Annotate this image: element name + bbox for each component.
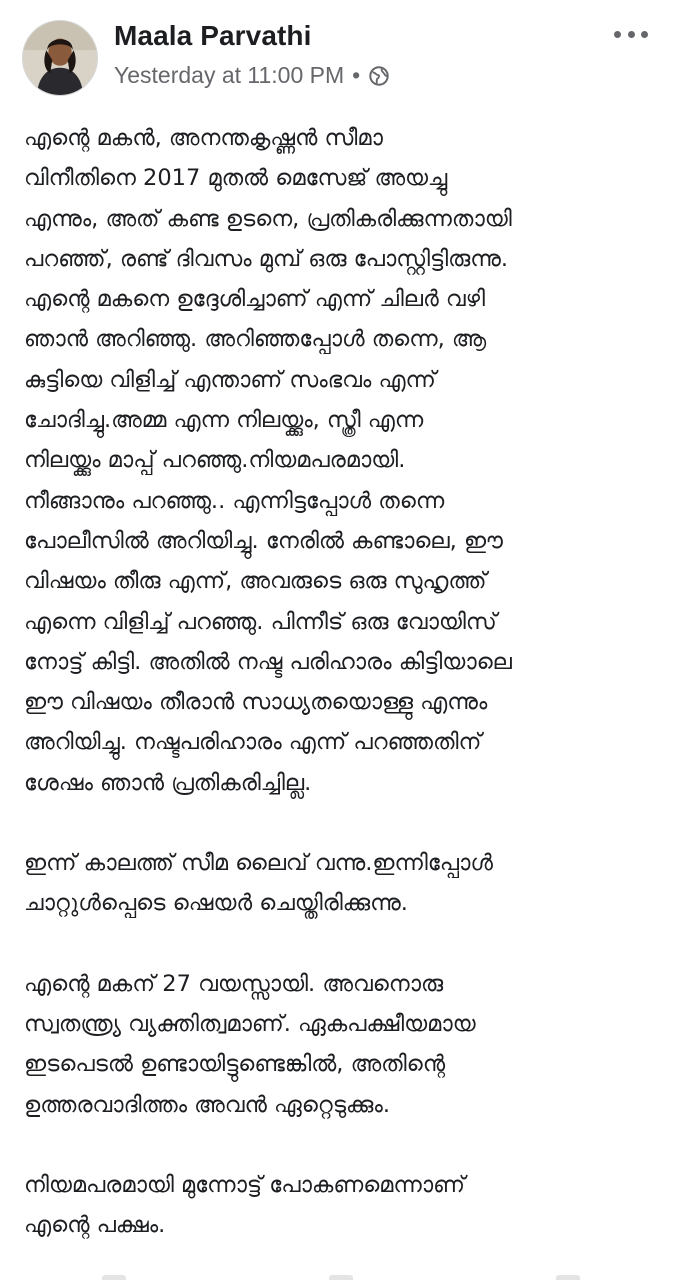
text-line: എന്റെ മകനെ ഉദ്ദേശിച്ചാണ് എന്ന് ചിലർ വഴി bbox=[24, 286, 485, 313]
paragraph-4 bbox=[24, 1165, 654, 1246]
more-options-icon[interactable] bbox=[614, 22, 648, 46]
author-name[interactable]: Maala Parvathi bbox=[114, 20, 312, 51]
text-line: നീങ്ങാനും പറഞ്ഞു.. എന്നിട്ടപ്പോൾ തന്നെ bbox=[24, 487, 445, 514]
more-dot bbox=[614, 31, 621, 38]
text-line: വിഷയം തീരു എന്ന്, അവരുടെ ഒരു സുഹൃത്ത് bbox=[24, 568, 487, 595]
text-line: എന്റെ മകൻ, അനന്തകൃഷ്ണൻ സീമാ bbox=[24, 125, 383, 151]
text-line: എന്റെ മകന് 27 വയസ്സായി. അവനൊരു bbox=[24, 970, 444, 997]
post-text bbox=[24, 118, 654, 1245]
text-line: എന്റെ പക്ഷം. bbox=[24, 1212, 166, 1239]
paragraph-3 bbox=[24, 964, 654, 1125]
more-dot bbox=[641, 31, 648, 38]
text-line: വിനീതിനെ 2017 മുതൽ മെസേജ് അയച്ചു bbox=[24, 165, 448, 192]
paragraph-2 bbox=[24, 843, 654, 924]
more-dot bbox=[628, 31, 635, 38]
nav-back-icon[interactable] bbox=[556, 1275, 580, 1280]
post-timestamp[interactable]: Yesterday at 11:00 PM bbox=[114, 62, 345, 88]
post-meta bbox=[114, 62, 390, 89]
nav-recent-icon[interactable] bbox=[102, 1275, 126, 1280]
text-line: എന്നും, അത് കണ്ട ഉടനെ, പ്രതികരിക്കുന്നതായി bbox=[24, 205, 512, 232]
text-line: എന്നെ വിളിച്ച് പറഞ്ഞു. പിന്നീട് ഒരു വോയിസ് bbox=[24, 608, 497, 635]
post-header bbox=[0, 0, 682, 110]
text-line: പറഞ്ഞ്, രണ്ട് ദിവസം മുമ്പ് ഒരു പോസ്റ്റിട്ടിരുന്നു. bbox=[24, 245, 509, 272]
globe-icon[interactable] bbox=[368, 65, 390, 87]
profile-photo-icon bbox=[23, 21, 97, 95]
text-line: സ്വതന്ത്ര്യ വ്യക്തിത്വമാണ്. ഏകപക്ഷീയമായ bbox=[24, 1010, 476, 1037]
text-line: ചാറ്റുൾപ്പെടെ ഷെയർ ചെയ്തിരിക്കുന്നു. bbox=[24, 890, 408, 917]
text-line: ഇന്ന് കാലത്ത് സീമ ലൈവ് വന്നു.ഇന്നിപ്പോൾ bbox=[24, 850, 493, 877]
text-line: ശേഷം ഞാൻ പ്രതികരിച്ചില്ല. bbox=[24, 769, 312, 796]
text-line: നിലയ്ക്കും മാപ്പ് പറഞ്ഞു.നിയമപരമായി. bbox=[24, 447, 406, 474]
text-line: ഇടപെടൽ ഉണ്ടായിട്ടുണ്ടെങ്കിൽ, അതിന്റെ bbox=[24, 1051, 446, 1078]
avatar[interactable] bbox=[22, 20, 98, 96]
text-line: അറിയിച്ചു. നഷ്ടപരിഹാരം എന്ന് പറഞ്ഞതിന് bbox=[24, 729, 482, 756]
text-line: ചോദിച്ചു.അമ്മ എന്ന നിലയ്ക്കും, സ്ത്രീ എന്ന bbox=[24, 407, 424, 434]
text-line: ഉത്തരവാദിത്തം അവൻ ഏറ്റെടുക്കും. bbox=[24, 1091, 390, 1118]
text-line: ഞാൻ അറിഞ്ഞു. അറിഞ്ഞപ്പോൾ തന്നെ, ആ bbox=[24, 326, 487, 353]
text-line: കുട്ടിയെ വിളിച്ച് എന്താണ് സംഭവം എന്ന് bbox=[24, 366, 436, 393]
system-nav-bar bbox=[0, 1266, 682, 1280]
paragraph-1 bbox=[24, 118, 654, 803]
text-line: പോലീസിൽ അറിയിച്ചു. നേരിൽ കണ്ടാലെ, ഈ bbox=[24, 527, 503, 554]
meta-separator: • bbox=[352, 62, 361, 88]
text-line: നിയമപരമായി മുന്നോട്ട് പോകണമെന്നാണ് bbox=[24, 1171, 466, 1198]
text-line: നോട്ട് കിട്ടി. അതിൽ നഷ്ട പരിഹാരം കിട്ടിയാലെ bbox=[24, 648, 512, 675]
nav-home-icon[interactable] bbox=[329, 1275, 353, 1280]
text-line: ഈ വിഷയം തീരാൻ സാധ്യതയൊള്ളു എന്നും bbox=[24, 689, 488, 716]
